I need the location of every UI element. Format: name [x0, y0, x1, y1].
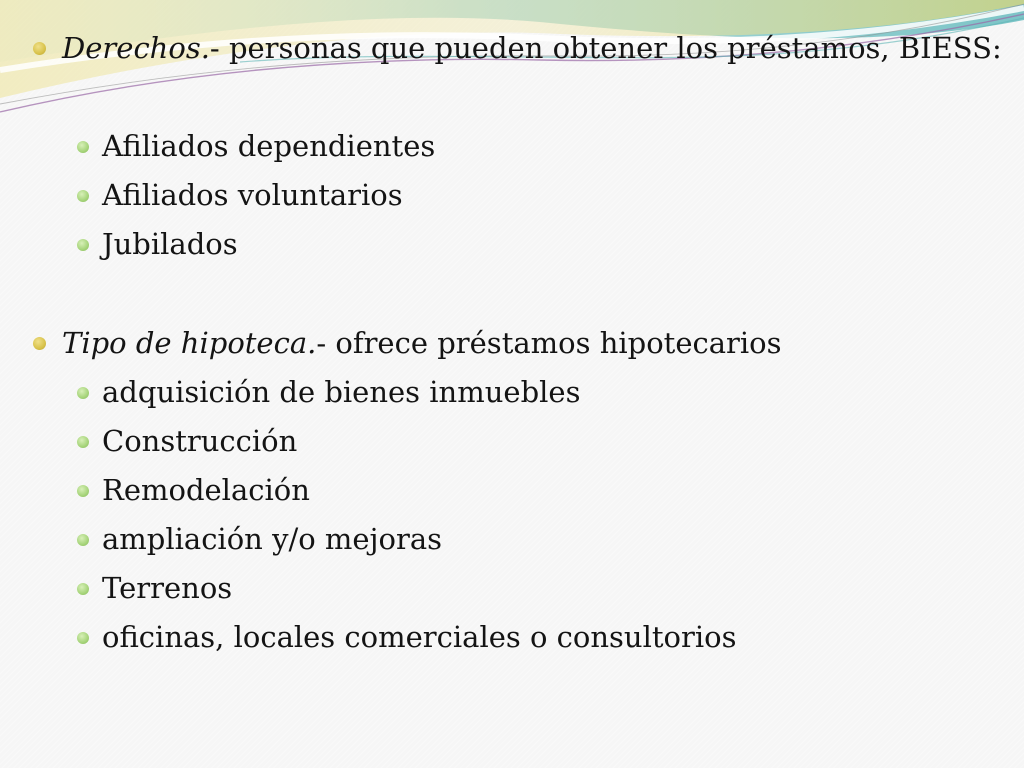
list-item-text: Terrenos	[102, 571, 233, 605]
heading-italic: Tipo de hipoteca.	[62, 326, 317, 360]
bullet-icon	[33, 337, 46, 350]
list-item-text: Afiliados voluntarios	[102, 178, 403, 212]
bullet-icon	[77, 190, 89, 202]
list-item-text: Remodelación	[102, 473, 310, 507]
bullet-icon	[33, 42, 46, 55]
bullet-icon	[77, 141, 89, 153]
bullet-icon	[77, 485, 89, 497]
list-item-text: oficinas, locales comerciales o consultorios	[102, 620, 737, 654]
list-item-text: Construcción	[102, 424, 298, 458]
heading-italic: Derechos.	[62, 31, 210, 65]
heading-text: - ofrece préstamos hipotecarios	[316, 326, 782, 360]
list-item-text: ampliación y/o mejoras	[102, 522, 443, 556]
bullet-icon	[77, 436, 89, 448]
bullet-icon	[77, 387, 89, 399]
list-item-text: Afiliados dependientes	[102, 129, 436, 163]
heading-text: - personas que pueden obtener los préstamos, BIESS:	[209, 31, 1002, 65]
bullet-icon	[77, 239, 89, 251]
bullet-icon	[77, 534, 89, 546]
list-item-text: adquisición de bienes inmuebles	[102, 375, 581, 409]
list-item-text: Jubilados	[102, 227, 238, 261]
decorative-wave-banner	[0, 0, 1024, 140]
bullet-icon	[77, 632, 89, 644]
bullet-icon	[77, 583, 89, 595]
